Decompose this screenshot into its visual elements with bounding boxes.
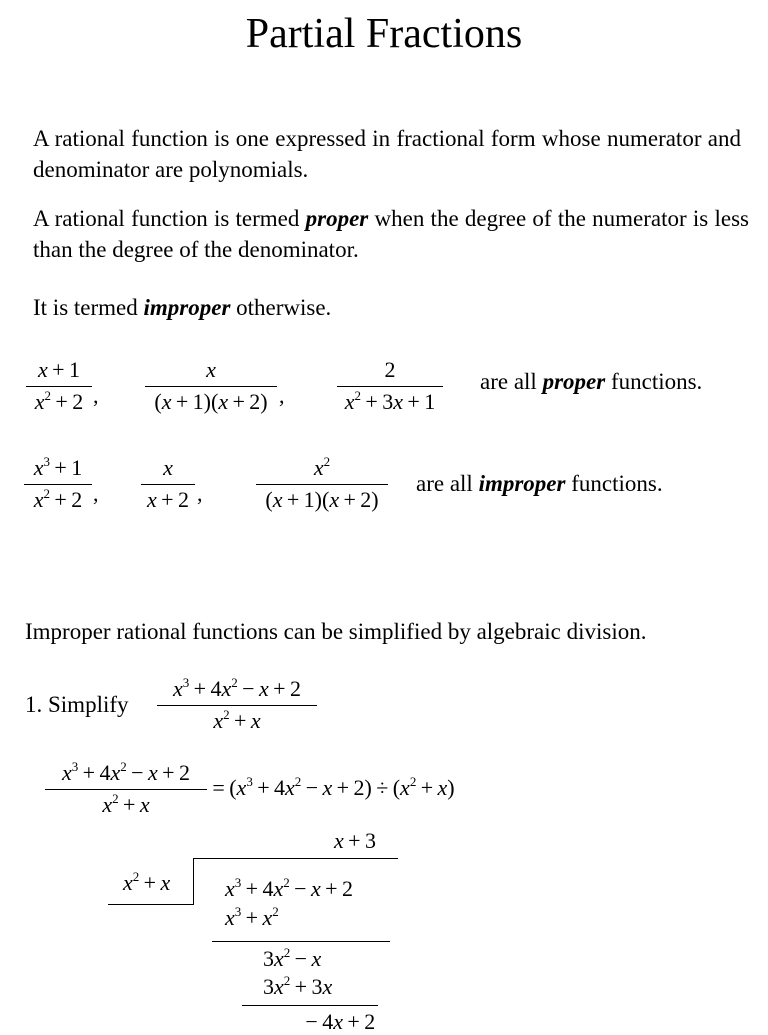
proper-label-term: proper [542,369,606,394]
proper-definition-paragraph [33,203,749,265]
subtraction-line-2 [242,1005,378,1006]
divisor-underline [108,904,193,905]
dividend: $x^3 + 4x^2 - x + 2$ [225,875,353,901]
improper-definition-text-end: otherwise. [230,295,332,320]
remainder-2: − 4x + 2 [301,1009,376,1034]
fraction-denominator: x + 2 [147,487,189,512]
proper-fraction-2 [145,358,277,414]
equation-rhs: = $(x^3 + 4x^2 - x + 2) \div (x^2 + x)$ [208,774,455,800]
proper-fraction-3 [337,358,443,414]
subtraction-line-1 [212,941,390,942]
subtraction-step-2: $3x^2 + 3x$ [263,973,333,999]
fraction-denominator: $x^2 + 3x + 1$ [344,388,436,414]
fraction-numerator: $x^3 + 4x^2 - x + 2$ [173,675,301,701]
page-title: Partial Fractions [245,11,523,57]
fraction-numerator: x [206,357,216,382]
improper-definition-line [33,293,331,323]
proper-label-end: functions. [605,369,703,394]
improper-fraction-1 [24,456,92,512]
separator-comma: , [93,481,99,506]
fraction-denominator: (x + 1)(x + 2) [265,487,379,512]
separator-comma: , [279,383,285,408]
remainder-1: $3x^2 - x$ [263,945,322,971]
proper-functions-label [480,367,702,397]
fraction-denominator: $x^2 + 2$ [34,388,84,414]
fraction-numerator: $x^3 + 1$ [33,454,83,480]
division-bracket-side [193,858,194,905]
separator-comma: , [197,481,203,506]
improper-label-start: are all [416,471,479,496]
fraction-numerator: x + 1 [38,357,80,382]
improper-functions-label [416,469,663,499]
proper-label-start: are all [480,369,543,394]
proper-fraction-1 [26,358,92,414]
division-intro-text: Improper rational functions can be simplified by algebraic division. [25,619,647,644]
division-bracket-top [193,858,398,859]
proper-term: proper [305,206,369,231]
divisor: $x^2 + x$ [123,869,171,895]
fraction-numerator: $x^2$ [313,454,331,480]
improper-label-term: improper [478,471,566,496]
fraction-denominator: $x^2 + x$ [102,791,150,817]
improper-definition-text-start: It is termed [33,295,144,320]
subtraction-step-1: $x^3 + x^2$ [225,904,279,930]
equation-lhs-fraction [45,761,207,817]
separator-comma: , [93,383,99,408]
fraction-denominator: $x^2 + x$ [213,707,261,733]
fraction-numerator: 2 [384,357,396,382]
improper-label-end: functions. [565,471,663,496]
example-label: 1. Simplify [25,692,129,717]
definition-paragraph: A rational function is one expressed in fractional form whose numerator and denominator are polynomials. [33,126,741,182]
fraction-numerator: x [163,455,173,480]
improper-term: improper [143,295,231,320]
quotient: x + 3 [334,828,376,853]
fraction-numerator: $x^3 + 4x^2 - x + 2$ [62,759,190,785]
improper-fraction-2 [141,456,195,512]
improper-fraction-3 [256,456,388,512]
fraction-denominator: $x^2 + 2$ [33,486,83,512]
proper-definition-text-end: when the degree of the numerator is less than the degree of the denominator. [33,206,749,262]
fraction-denominator: (x + 1)(x + 2) [154,389,268,414]
example-fraction [157,677,317,733]
proper-definition-text-start: A rational function is termed [33,206,306,231]
